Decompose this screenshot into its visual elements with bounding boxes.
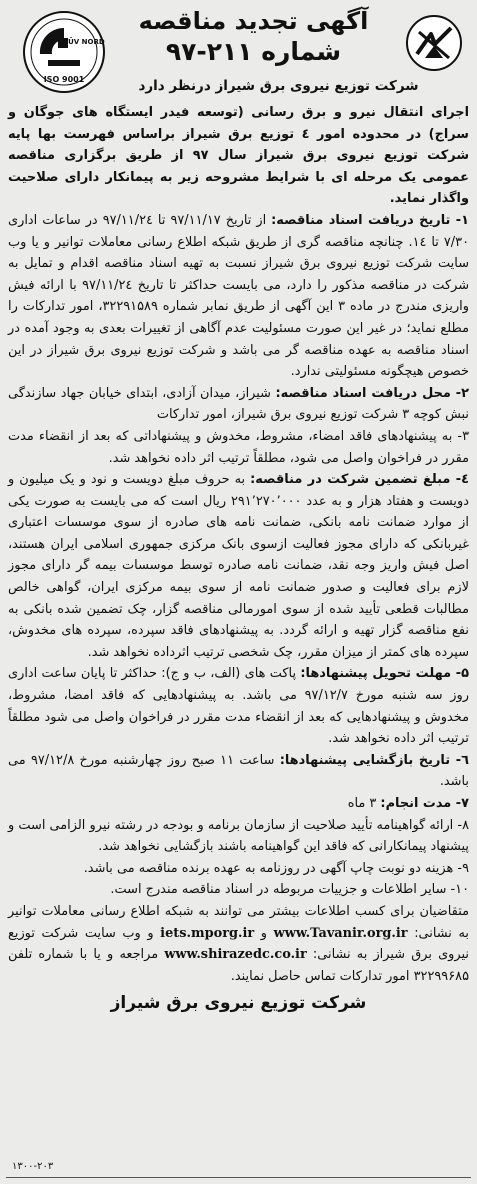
section-text: ۸- ارائه گواهینامه تأیید صلاحیت از سازمان برنامه و بودجه در رشته نیرو الزامی است و پیشنهاد پیمانکارانی که فاقد این گواهینامه باشند بازگشایی نخواهد شد. [8, 817, 469, 855]
section-item [8, 663, 469, 749]
section-text: از تاریخ ۹۷/۱۱/۱۷ تا ۹۷/۱۱/۲٤ در ساعات اداری ۷/۳۰ تا ۱٤. چنانچه مناقصه گری از طریق شبکه اطلاع رسانی معاملات توانیر و یا وب سایت شرکت توزیع نیروی برق شیراز نسبت به تهیه اسناد مناقصه اقدام و تمایل به شرکت در مناقصه مذکور را دارد، می بایست حداکثر تا تاریخ ۹۷/۱۱/۲٤ با ارائه فیش واریزی مندرج در ماده ۳ این آگهی از طریق نمابر شماره ۳۲۲۹۱۵۸۹، امور تدارکات را مطلع نماید؛ در غیر این صورت مسئولیت عدم آگاهی از تغییرات بعدی به وجود آمده در اسناد مناقصه به عهده مناقصه گر می باشد و شرکت توزیع نیروی برق شیراز در این خصوص هیچگونه مسئولیتی ندارد. [8, 212, 469, 380]
section-heading: ٤- مبلغ تضمین شرکت در مناقصه: [250, 472, 469, 488]
section-heading: ۲- محل دریافت اسناد مناقصه: [275, 385, 469, 401]
section-text: به حروف مبلغ دویست و نود و یک میلیون و دویست و هفتاد هزار و به عدد ۲۹۱٬۲۷۰٬۰۰۰ ریال است که می بایست به صورت یکی از موارد ضمانت نامه بانکی، ضمانت نامه های صادره از سوی موسسات اعتباری غیربانکی که دارای مجوز فعالیت ازسوی بانک مرکزی جمهوری اسلامی ایران هستند، اصل فیش واریز وجه نقد، ضمانت نامه صادره توسط موسسات بیمه گر دارای مجوز لازم برای فعالیت و صدور ضمانت نامه از سوی بیمه مرکزی ایران، گواهی خالص مطالبات قطعی تأیید شده از سوی امورمالی مناقصه گزار، چک تضمین شده بانکی به نفع مناقصه گزار تهیه و ارائه گردد. به پیشنهادهای فاقد سپرده، سپرده های مخدوش، سپرده های کمتر از میزان مقرر، چک شخصی ترتیب اثرداده نخواهد شد. [8, 472, 469, 660]
section-heading: ۵- مهلت تحویل پیشنهادها: [300, 666, 469, 682]
notice-subtitle: شرکت توزیع نیروی برق شیراز درنظر دارد [138, 78, 419, 94]
closing-text-4: مراجعه و یا با شماره تلفن ۳۲۲۹۹۶۸۵ امور تدارکات تماس حاصل نمایند. [8, 947, 469, 984]
section-text: ۳ ماه [347, 796, 381, 811]
power-company-logo [405, 14, 463, 72]
section-text: ۱۰- سایر اطلاعات و جزییات مربوطه در اسناد مناقصه مندرج است. [110, 882, 469, 898]
section-list [8, 210, 469, 901]
section-item [8, 879, 469, 901]
notice-header [8, 6, 469, 102]
notice-number: شماره ۲۱۱-۹۷ [165, 37, 342, 66]
section-text: ۳- به پیشنهادهای فاقد امضاء، مشروط، مخدوش و پیشنهاداتی که بعد از انقضاء مدت مقرر در فراخوان واصل می شود، مطلقاً ترتیب اثر داده نخواهد شد. [8, 428, 469, 466]
closing-text-1: متقاضیان برای کسب اطلاعات بیشتر می توانند به شبکه اطلاع رسانی معاملات توانیر به نشانی: [8, 903, 469, 941]
section-item [8, 469, 469, 663]
notice-title: آگهی تجدید مناقصه [138, 7, 369, 35]
closing-text-3: و وب سایت شرکت توزیع نیروی برق شیراز به نشانی: [8, 925, 469, 963]
tuv-nord-iso-logo [22, 10, 106, 94]
section-text: پاکت های (الف، ب و ج): حداکثر تا پایان ساعت اداری روز سه شنبه مورخ ۹۷/۱۲/۷ می باشد. به پیشنهادهایی که فاقد امضا، مشروط، مخدوش و پیشنهادهایی که بعد از انقضاء مدت مقرر در فراخوان واصل می شود مطلقاً ترتیب اثر داده نخواهد شد. [8, 666, 469, 747]
tavanir-link[interactable]: www.Tavanir.org.ir [273, 925, 408, 941]
logo-text-bottom: ISO 9001 [43, 75, 85, 84]
section-item [8, 383, 469, 426]
section-item [8, 815, 469, 858]
intro-paragraph: اجرای انتقال نیرو و برق رسانی (توسعه فیدر ایستگاه های جوگان و سراج) در محدوده امور ٤ توزیع برق شیراز براساس فهرست بها پایه شرکت توزیع نیروی برق شیراز سال ۹۷ از طریق برگزاری مناقصه عمومی یک مرحله ای با شرایط مشروحه زیر به پیمانکار دارای صلاحیت واگذار نماید. [8, 105, 470, 207]
section-item [8, 793, 469, 815]
footer-code: ۱۳۰۰-۲۰۳ [12, 1161, 54, 1172]
section-text: ساعت ۱۱ صبح روز چهارشنبه مورخ ۹۷/۱۲/۸ می باشد. [8, 752, 469, 790]
shirazedc-link[interactable]: www.shirazedc.co.ir [164, 947, 307, 963]
section-heading: ۱- تاریخ دریافت اسناد مناقصه: [271, 212, 469, 228]
notice-body [8, 102, 469, 987]
section-heading: ٦- تاریخ بازگشایی پیشنهادها: [279, 752, 469, 768]
section-text: شیراز، میدان آزادی، ابتدای خیابان جهاد سازندگی نبش کوچه ۳ شرکت توزیع نیروی برق شیراز، امور تدارکات [8, 385, 469, 423]
closing-paragraph [8, 901, 469, 987]
section-item [8, 750, 469, 793]
logo-text-top: TÜV NORD [63, 38, 105, 46]
section-item [8, 858, 469, 880]
footer-organization: شرکت توزیع نیروی برق شیراز [110, 993, 367, 1014]
bottom-divider [6, 1177, 471, 1178]
closing-text-2: و [254, 925, 274, 941]
iets-link[interactable]: iets.mporg.ir [160, 925, 255, 941]
section-item [8, 210, 469, 383]
section-heading: ۷- مدت انجام: [380, 796, 469, 811]
section-text: ۹- هزینه دو نوبت چاپ آگهی در روزنامه به عهده برنده مناقصه می باشد. [83, 860, 469, 876]
section-item [8, 426, 469, 469]
